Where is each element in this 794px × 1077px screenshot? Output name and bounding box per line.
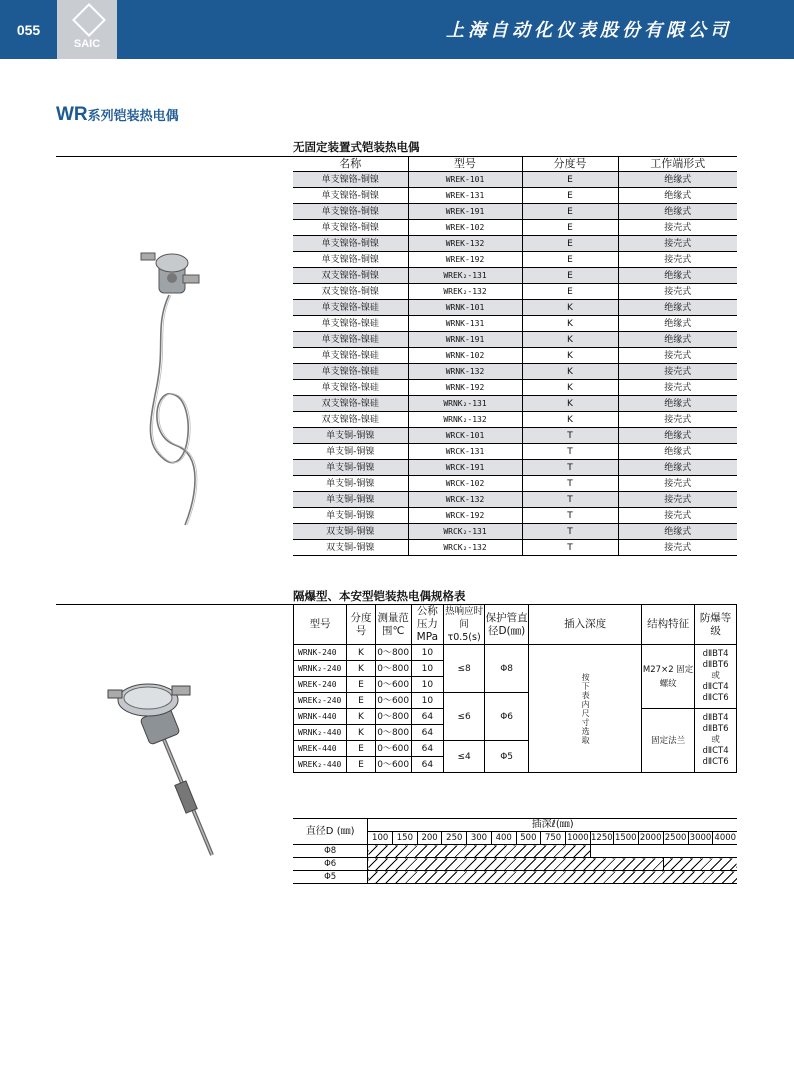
name-cell: 双支镍铬-铜镍 (293, 284, 408, 300)
name-cell: 单支镍铬-铜镍 (293, 252, 408, 268)
model-cell: WREK-131 (408, 188, 522, 204)
depth-value-cell: 100 (368, 832, 393, 845)
table1-header: 型号 (408, 156, 522, 172)
table3 (293, 818, 737, 884)
terminal-type-cell: 绝缘式 (618, 300, 737, 316)
model-cell: WRNK-101 (408, 300, 522, 316)
table-row (293, 236, 737, 252)
graduation-cell: T (522, 460, 618, 476)
table-row (293, 380, 737, 396)
model-cell: WREK₂-440 (294, 757, 347, 773)
terminal-type-cell: 绝缘式 (618, 396, 737, 412)
model-cell: WREK-132 (408, 236, 522, 252)
pressure-cell: 64 (411, 725, 443, 741)
pressure-cell: 10 (411, 693, 443, 709)
depth-value-cell: 150 (393, 832, 418, 845)
unavailable-range (590, 845, 737, 858)
name-cell: 双支铜-铜镍 (293, 540, 408, 556)
explosion-grade: 或 (711, 671, 720, 681)
available-range-hatch (368, 871, 737, 884)
response-cell: ≤4 (444, 741, 485, 773)
explosion-grade: dⅡBT6 (702, 660, 729, 670)
model-cell: WRNK-440 (294, 709, 347, 725)
graduation-cell: T (522, 508, 618, 524)
depth-value-cell: 500 (516, 832, 541, 845)
name-cell: 单支镍铬-镍硅 (293, 316, 408, 332)
graduation-cell: E (522, 172, 618, 188)
explosion-grade: dⅡBT4 (702, 713, 729, 723)
response-cell: ≤6 (444, 693, 485, 741)
page-number: 055 (16, 21, 41, 38)
name-cell: 单支镍铬-铜镍 (293, 236, 408, 252)
range-cell: 0～800 (375, 725, 411, 741)
range-cell: 0～800 (375, 661, 411, 677)
table1-header-row (293, 156, 737, 172)
pressure-cell: 64 (411, 757, 443, 773)
model-cell: WREK-192 (408, 252, 522, 268)
depth-value-cell: 200 (417, 832, 442, 845)
table-row (293, 540, 737, 556)
table2-title: 隔爆型、本安型铠装热电偶规格表 (293, 589, 466, 603)
table-row (293, 492, 737, 508)
depth-value-cell: 300 (467, 832, 492, 845)
model-cell: WRNK₂-132 (408, 412, 522, 428)
name-cell: 双支铜-铜镍 (293, 524, 408, 540)
terminal-type-cell: 绝缘式 (618, 444, 737, 460)
model-cell: WRNK₂-240 (294, 661, 347, 677)
terminal-type-cell: 绝缘式 (618, 460, 737, 476)
table-row (293, 364, 737, 380)
model-cell: WREK₂-132 (408, 284, 522, 300)
graduation-cell: T (522, 476, 618, 492)
table-row (293, 220, 737, 236)
name-cell: 单支铜-铜镍 (293, 444, 408, 460)
depth-value-cell: 1500 (614, 833, 637, 843)
graduation-cell: E (522, 268, 618, 284)
name-cell: 单支镍铬-镍硅 (293, 300, 408, 316)
range-cell: 0～800 (375, 709, 411, 725)
tube-cell: Φ8 (485, 645, 529, 693)
terminal-type-cell: 绝缘式 (618, 316, 737, 332)
graduation-cell: K (522, 300, 618, 316)
depth-header: 插深ℓ(㎜) (368, 819, 737, 832)
graduation-cell: T (522, 492, 618, 508)
explosion-proof-thermocouple-photo (100, 670, 240, 860)
tube-cell: Φ5 (485, 741, 529, 773)
explosion-grade: dⅡCT4 (702, 682, 729, 692)
table-row (293, 396, 737, 412)
explosion-grade: dⅡCT4 (702, 746, 729, 756)
name-cell: 单支镍铬-镍硅 (293, 348, 408, 364)
pressure-cell: 10 (411, 645, 443, 661)
response-cell: ≤8 (444, 645, 485, 693)
terminal-type-cell: 接壳式 (618, 284, 737, 300)
explosion-grade: dⅡBT6 (702, 724, 729, 734)
name-cell: 单支铜-铜镍 (293, 460, 408, 476)
table2-header-tube: 保护管直径D(㎜) (485, 605, 529, 645)
depth-value-cell: 2500 (664, 833, 687, 843)
table-row (293, 316, 737, 332)
logo-mark-icon (72, 3, 106, 37)
name-cell: 单支镍铬-铜镍 (293, 204, 408, 220)
table2-header-graduation: 分度号 (347, 605, 375, 645)
graduation-cell: E (347, 757, 375, 773)
model-cell: WRNK-192 (408, 380, 522, 396)
range-cell: 0～600 (375, 741, 411, 757)
model-cell: WRCK-191 (408, 460, 522, 476)
graduation-cell: K (347, 645, 375, 661)
diameter-header: 直径D (㎜) (293, 819, 368, 845)
terminal-type-cell: 接壳式 (618, 252, 737, 268)
logo-text: SAIC (73, 38, 101, 50)
table-row (293, 252, 737, 268)
model-cell: WREK-191 (408, 204, 522, 220)
terminal-type-cell: 接壳式 (618, 380, 737, 396)
graduation-cell: T (522, 540, 618, 556)
table-row (293, 871, 737, 884)
structure-cell: M27×2 固定螺纹 (642, 645, 695, 709)
table1-header: 工作端形式 (618, 156, 737, 172)
name-cell: 单支铜-铜镍 (293, 476, 408, 492)
table-row (293, 845, 737, 858)
table2-header-model: 型号 (294, 605, 347, 645)
table2-header-depth: 插入深度 (529, 605, 642, 645)
table-row (293, 204, 737, 220)
explosion-grade: dⅡCT6 (702, 757, 729, 767)
table3-header-row (293, 819, 737, 832)
terminal-type-cell: 绝缘式 (618, 268, 737, 284)
graduation-cell: E (347, 693, 375, 709)
range-cell: 0～800 (375, 645, 411, 661)
name-cell: 单支镍铬-镍硅 (293, 364, 408, 380)
name-cell: 双支镍铬-镍硅 (293, 396, 408, 412)
model-cell: WRNK-131 (408, 316, 522, 332)
page-header (0, 0, 794, 59)
terminal-type-cell: 接壳式 (618, 476, 737, 492)
table-row (293, 508, 737, 524)
table-row (293, 412, 737, 428)
pressure-cell: 10 (411, 677, 443, 693)
terminal-type-cell: 绝缘式 (618, 428, 737, 444)
tube-cell: Φ6 (485, 693, 529, 741)
graduation-cell: T (522, 428, 618, 444)
depth-value-cell: 400 (491, 832, 516, 845)
section-title-prefix: WR (56, 104, 88, 125)
table-row (293, 268, 737, 284)
flexible-thermocouple-photo (135, 245, 225, 535)
graduation-cell: E (522, 188, 618, 204)
section-title (56, 104, 179, 126)
range-cell: 0～600 (375, 757, 411, 773)
table-row (293, 348, 737, 364)
explosion-grade: dⅡBT4 (702, 649, 729, 659)
name-cell: 单支镍铬-铜镍 (293, 172, 408, 188)
depth-value-cell: 250 (442, 832, 467, 845)
model-cell: WRCK-101 (408, 428, 522, 444)
name-cell: 单支镍铬-铜镍 (293, 188, 408, 204)
table-row (293, 188, 737, 204)
table-row (293, 300, 737, 316)
depth-value-cell: 1250 (591, 833, 613, 843)
company-name: 上海自动化仪表股份有限公司 (446, 20, 732, 41)
name-cell: 单支铜-铜镍 (293, 428, 408, 444)
diameter-cell: Φ8 (293, 845, 368, 858)
graduation-cell: T (522, 524, 618, 540)
depth-value-cell: 3000 (689, 833, 712, 843)
table1-header: 名称 (293, 156, 408, 172)
graduation-cell: K (522, 380, 618, 396)
table2-header-range: 测量范围℃ (375, 605, 411, 645)
table2 (293, 604, 737, 773)
diameter-cell: Φ5 (293, 871, 368, 884)
model-cell: WRNK₂-440 (294, 725, 347, 741)
graduation-cell: E (347, 677, 375, 693)
graduation-cell: K (522, 412, 618, 428)
pressure-cell: 64 (411, 709, 443, 725)
model-cell: WRCK-131 (408, 444, 522, 460)
model-cell: WRCK₂-132 (408, 540, 522, 556)
graduation-cell: K (522, 316, 618, 332)
depth-value-cell: 2000 (639, 833, 662, 843)
terminal-type-cell: 接壳式 (618, 348, 737, 364)
graduation-cell: K (522, 332, 618, 348)
table2-header-explosion: 防爆等级 (695, 605, 737, 645)
range-cell: 0～600 (375, 693, 411, 709)
table-row (293, 284, 737, 300)
terminal-type-cell: 接壳式 (618, 508, 737, 524)
graduation-cell: K (522, 348, 618, 364)
model-cell: WREK-101 (408, 172, 522, 188)
table-row (293, 428, 737, 444)
graduation-cell: E (522, 252, 618, 268)
table1-header: 分度号 (522, 156, 618, 172)
model-cell: WRCK-192 (408, 508, 522, 524)
graduation-cell: E (522, 236, 618, 252)
model-cell: WREK₂-131 (408, 268, 522, 284)
name-cell: 单支镍铬-镍硅 (293, 380, 408, 396)
terminal-type-cell: 接壳式 (618, 364, 737, 380)
terminal-type-cell: 接壳式 (618, 540, 737, 556)
depth-value-cell: 750 (541, 832, 566, 845)
model-cell: WRCK₂-131 (408, 524, 522, 540)
table-row (293, 858, 737, 871)
model-cell: WRCK-102 (408, 476, 522, 492)
table1 (293, 156, 737, 556)
graduation-cell: T (522, 444, 618, 460)
depth-value-cell: 1000 (567, 833, 589, 843)
graduation-cell: K (347, 661, 375, 677)
graduation-cell: K (522, 364, 618, 380)
depth-note: 按下表内尺寸选取 (581, 672, 591, 745)
terminal-type-cell: 接壳式 (618, 412, 737, 428)
explosion-grade: 或 (711, 735, 720, 745)
model-cell: WREK-240 (294, 677, 347, 693)
model-cell: WRNK₂-131 (408, 396, 522, 412)
terminal-type-cell: 绝缘式 (618, 524, 737, 540)
table-row (293, 524, 737, 540)
model-cell: WREK-440 (294, 741, 347, 757)
pressure-cell: 64 (411, 741, 443, 757)
available-range-hatch (663, 858, 737, 871)
table-row (293, 444, 737, 460)
name-cell: 双支镍铬-铜镍 (293, 268, 408, 284)
explosion-cell (695, 709, 737, 773)
terminal-type-cell: 接壳式 (618, 220, 737, 236)
pressure-cell: 10 (411, 661, 443, 677)
depth-value-cell: 4000 (714, 833, 737, 843)
terminal-type-cell: 接壳式 (618, 236, 737, 252)
name-cell: 单支铜-铜镍 (293, 492, 408, 508)
table2-header-structure: 结构特征 (642, 605, 695, 645)
table-row (293, 476, 737, 492)
graduation-cell: K (347, 725, 375, 741)
graduation-cell: K (347, 709, 375, 725)
graduation-cell: E (522, 284, 618, 300)
model-cell: WRNK-102 (408, 348, 522, 364)
graduation-cell: E (347, 741, 375, 757)
table2-header-response: 热响应时间τ0.5(s) (445, 606, 484, 643)
available-range-hatch (368, 858, 663, 871)
name-cell: 单支镍铬-铜镍 (293, 220, 408, 236)
table-row (293, 460, 737, 476)
table-row (293, 332, 737, 348)
available-range-hatch (368, 845, 591, 858)
terminal-type-cell: 绝缘式 (618, 188, 737, 204)
table-row (293, 172, 737, 188)
model-cell: WRCK-132 (408, 492, 522, 508)
table2-header-row (294, 605, 737, 645)
range-cell: 0～600 (375, 677, 411, 693)
structure-cell: 固定法兰 (642, 709, 695, 773)
depth-note-cell (529, 645, 642, 773)
terminal-type-cell: 绝缘式 (618, 172, 737, 188)
table1-title: 无固定装置式铠装热电偶 (293, 140, 420, 154)
model-cell: WRNK-240 (294, 645, 347, 661)
model-cell: WREK₂-240 (294, 693, 347, 709)
name-cell: 单支铜-铜镍 (293, 508, 408, 524)
section-title-suffix: 系列铠装热电偶 (87, 109, 179, 124)
table2-header-pressure: 公称压力MPa (411, 605, 443, 645)
name-cell: 双支镍铬-镍硅 (293, 412, 408, 428)
terminal-type-cell: 接壳式 (618, 492, 737, 508)
graduation-cell: E (522, 204, 618, 220)
explosion-grade: dⅡCT6 (702, 693, 729, 703)
graduation-cell: E (522, 220, 618, 236)
diameter-cell: Φ6 (293, 858, 368, 871)
model-cell: WRNK-132 (408, 364, 522, 380)
saic-logo (57, 0, 117, 59)
explosion-cell (695, 645, 737, 709)
table-row (294, 645, 737, 661)
terminal-type-cell: 绝缘式 (618, 204, 737, 220)
graduation-cell: K (522, 396, 618, 412)
model-cell: WREK-102 (408, 220, 522, 236)
terminal-type-cell: 绝缘式 (618, 332, 737, 348)
model-cell: WRNK-191 (408, 332, 522, 348)
name-cell: 单支镍铬-镍硅 (293, 332, 408, 348)
